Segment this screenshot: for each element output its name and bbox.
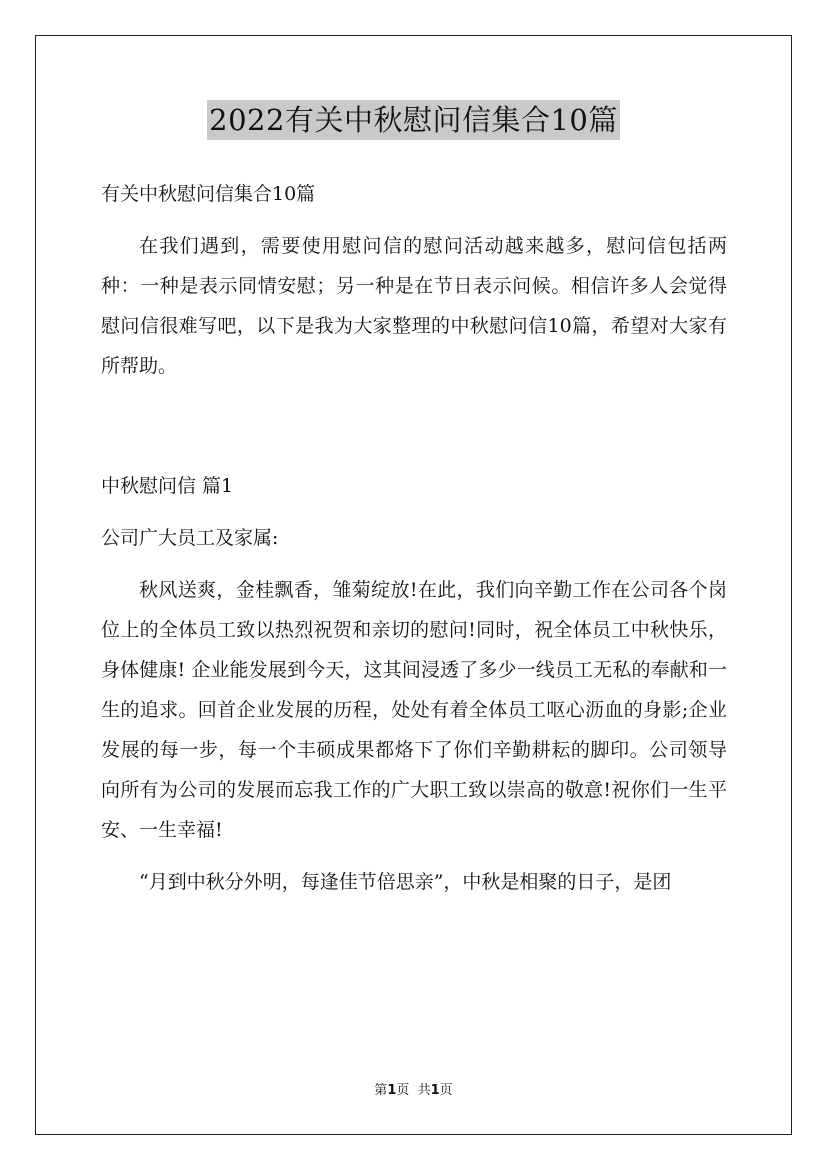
footer-total-pages: 1 [430,1083,440,1098]
document-body [101,174,727,902]
section-heading: 中秋慰问信 篇1 [101,475,234,497]
footer-page-number: 1 [387,1083,397,1098]
intro-paragraph: 在我们遇到，需要使用慰问信的慰问活动越来越多，慰问信包括两种：一种是表示同情安慰；另一种是在节日表示问候。相信许多人会觉得慰问信很难写吧，以下是我为大家整理的中秋慰问信10篇，希望对大家有所帮助。 [101,235,727,377]
page-footer [0,1083,827,1099]
body-paragraph-2: “月到中秋分外明，每逢佳节倍思亲”，中秋是相聚的日子，是团 [139,871,672,893]
document-title: 2022有关中秋慰问信集合10篇 [207,100,620,140]
footer-suffix: 页 [439,1083,453,1098]
document-subtitle: 有关中秋慰问信集合10篇 [101,183,316,205]
spacer [101,558,727,570]
body-paragraph-1: 秋风送爽，金桂飘香，雏菊绽放!在此，我们向辛勤工作在公司各个岗位上的全体员工致以热烈祝贺和亲切的慰问!同时，祝全体员工中秋快乐，身体健康! 企业能发展到今天，这其间浸透了多少一线员工无私的奉献和一生的追求。回首企业发展的历程，处处有着全体员工呕心沥血的身影;企业发展的每一步，每一个丰硕成果都烙下了你们辛勤耕耘的脚印。公司领导向所有为公司的发展而忘我工作的广大职工致以崇高的敬意!祝你们一生平安、一生幸福! [101,579,727,841]
spacer [101,850,727,862]
spacer [101,386,727,466]
footer-prefix: 第 [374,1083,388,1098]
document-title-wrapper [0,100,827,140]
footer-mid: 页 共 [396,1083,431,1098]
salutation: 公司广大员工及家属: [101,527,279,549]
spacer [101,506,727,518]
spacer [101,214,727,226]
